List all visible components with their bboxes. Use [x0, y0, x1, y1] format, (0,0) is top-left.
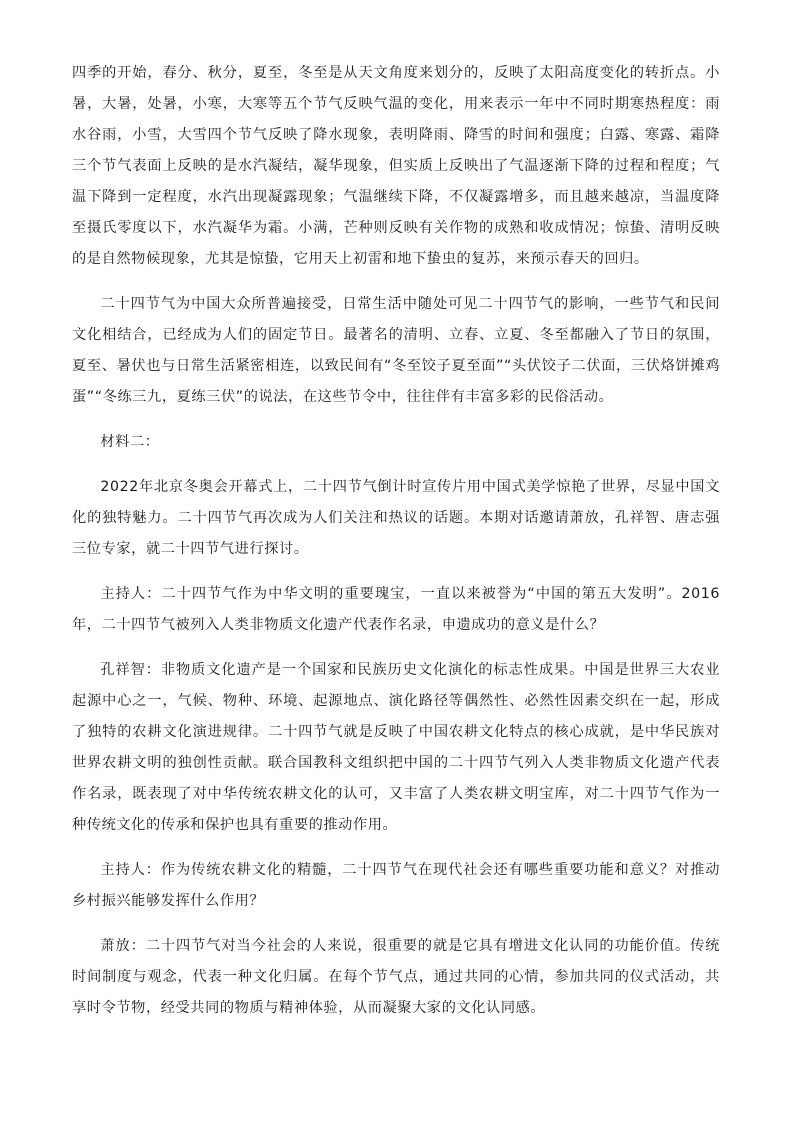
paragraph-gap [72, 275, 720, 289]
paragraph-gap [72, 917, 720, 931]
paragraph-solar-terms-classification: 四季的开始，春分、秋分，夏至，冬至是从天文角度来划分的，反映了太阳高度变化的转折点。小暑，大暑，处暑，小寒，大寒等五个节气反映气温的变化，用来表示一年中不同时期寒热程度：雨水谷雨，小雪，大雪四个节气反映了降水现象，表明降雨、降雪的时间和强度；白露、寒露、霜降三个节气表面上反映的是水汽凝结，凝华现象，但实质上反映出了气温逐渐下降的过程和程度；气温下降到一定程度，水汽出现凝露现象；气温继续下降，不仅凝露增多，而且越来越凉，当温度降至摄氏零度以下，水汽凝华为霜。小满，芒种则反映有关作物的成熟和收成情况；惊蛰、清明反映的是自然物候现象，尤其是惊蛰，它用天上初雷和地下蛰虫的复苏，来预示春天的回归。 [72, 65, 720, 267]
paragraph-solar-terms-folk-culture: 二十四节气为中国大众所普遍接受，日常生活中随处可见二十四节气的影响，一些节气和民间文化相结合，已经成为人们的固定节日。最著名的清明、立春、立夏、冬至都融入了节日的氛围，夏至、暑伏也与日常生活紧密相连，以致民间有“冬至饺子夏至面”“头伏饺子二伏面，三伏烙饼摊鸡蛋”“冬练三九，夏练三伏”的说法，在这些节令中，往往伴有丰富多彩的民俗活动。 [72, 296, 720, 405]
paragraph-gap [72, 413, 720, 427]
paragraph-winter-olympics: 2022年北京冬奥会开幕式上，二十四节气倒计时宣传片用中国式美学惊艳了世界，尽显中国文化的独特魅力。二十四节气再次成为人们关注和热议的话题。本期对话邀请萧放，孔祥智、唐志强三位专家，就二十四节气进行探讨。 [72, 479, 720, 557]
paragraph-gap [72, 641, 720, 655]
paragraph-gap [72, 565, 720, 579]
host-question-one: 主持人：二十四节气作为中华文明的重要瑰宝，一直以来被誉为“中国的第五大发明”。2016年，二十四节气被列入人类非物质文化遗产代表作名录，申遗成功的意义是什么？ [72, 586, 720, 633]
host-question-two: 主持人：作为传统农耕文化的精髓，二十四节气在现代社会还有哪些重要功能和意义？对推动乡村振兴能够发挥什么作用？ [72, 862, 720, 909]
kong-xiangzhi-answer: 孔祥智：非物质文化遗产是一个国家和民族历史文化演化的标志性成果。中国是世界三大农业起源中心之一，气候、物种、环境、起源地点、演化路径等偶然性、必然性因素交织在一起，形成了独特的农耕文化演进规律。二十四节气就是反映了中国农耕文化特点的核心成就，是中华民族对世界农耕文明的独创性贡献。联合国教科文组织把中国的二十四节气列入人类非物质文化遗产代表作名录，既表现了对中华传统农耕文化的认可，又丰富了人类农耕文明宝库，对二十四节气作为一种传统文化的传承和保护也具有重要的推动作用。 [72, 662, 720, 833]
material-two-heading: 材料二： [100, 434, 160, 450]
paragraph-gap [72, 458, 720, 472]
document-page [72, 58, 720, 1024]
xiao-fang-answer: 萧放：二十四节气对当今社会的人来说，很重要的就是它具有增进文化认同的功能价值。传统时间制度与观念，代表一种文化归属。在每个节气点，通过共同的心情，参加共同的仪式活动，共享时令节物，经受共同的物质与精神体验，从而凝聚大家的文化认同感。 [72, 938, 720, 1016]
paragraph-gap [72, 841, 720, 855]
